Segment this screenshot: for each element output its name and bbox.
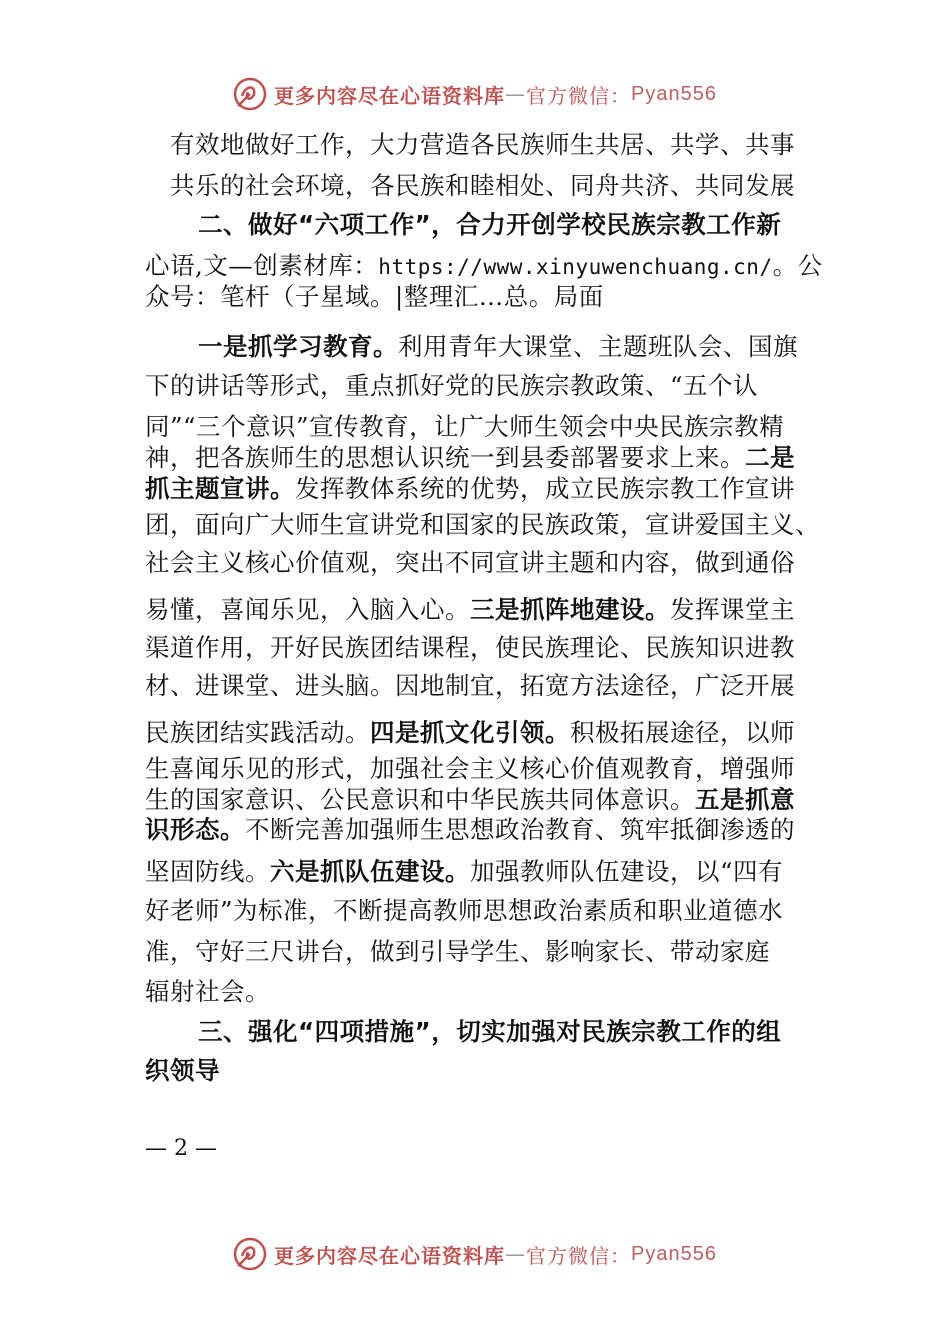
body-line: 抓主题宣讲。发挥教体系统的优势，成立民族宗教工作宣讲	[145, 474, 795, 503]
body-line: 众号：笔杆（子星域。|整理汇…总。局面	[145, 282, 604, 311]
item-2-title-end: 抓主题宣讲。	[145, 474, 295, 503]
item-5-title-start: 五是抓意	[695, 785, 795, 814]
banner-brand: 更多内容尽在心语资料库	[274, 83, 505, 108]
body-line: 识形态。不断完善加强师生思想政治教育、筑牢抵御渗透的	[145, 815, 795, 844]
body-line: 心语,文—创素材库：https://www.xinyuwenchuang.cn/。公	[145, 251, 823, 280]
banner-wechat-label: 官方微信：	[526, 1243, 631, 1268]
item-1-title: 一是抓学习教育。	[198, 332, 398, 361]
body-line: 坚固防线。六是抓队伍建设。加强教师队伍建设，以“四有	[145, 857, 784, 886]
section-heading-3-cont: 织领导	[145, 1056, 220, 1085]
body-line: 生的国家意识、公民意识和中华民族共同体意识。五是抓意	[145, 785, 795, 814]
site-url: https://www.xinyuwenchuang.cn/	[378, 255, 773, 279]
item-4-title: 四是抓文化引领。	[370, 718, 570, 747]
section-heading-3: 三、强化“四项措施”，切实加强对民族宗教工作的组	[198, 1017, 782, 1046]
body-line: 渠道作用，开好民族团结课程，使民族理论、民族知识进教	[145, 633, 795, 662]
body-line: 好老师”为标准，不断提高教师思想政治素质和职业道德水	[145, 896, 784, 925]
body-line: 有效地做好工作，大力营造各民族师生共居、共学、共事	[170, 130, 795, 159]
item-6-title: 六是抓队伍建设。	[270, 857, 470, 886]
body-line: 下的讲话等形式，重点抓好党的民族宗教政策、“五个认	[145, 371, 759, 400]
body-line: 材、进课堂、进头脑。因地制宜，拓宽方法途径，广泛开展	[145, 671, 795, 700]
item-2-title-start: 二是	[745, 443, 795, 472]
item-3-title: 三是抓阵地建设。	[470, 595, 670, 624]
body-line: 神，把各族师生的思想认识统一到县委部署要求上来。二是	[145, 443, 795, 472]
body-line: 同”“三个意识”宣传教育，让广大师生领会中央民族宗教精	[145, 412, 785, 441]
body-line: 生喜闻乐见的形式，加强社会主义核心价值观教育，增强师	[145, 754, 795, 783]
rose-logo-icon	[230, 1234, 270, 1274]
watermark-banner-bottom	[230, 1232, 717, 1276]
body-line: 社会主义核心价值观，突出不同宣讲主题和内容，做到通俗	[145, 548, 795, 577]
banner-brand: 更多内容尽在心语资料库	[274, 1243, 505, 1268]
watermark-banner-top	[230, 72, 717, 116]
page-number: — 2 —	[145, 1136, 217, 1161]
body-line: 易懂，喜闻乐见，入脑入心。三是抓阵地建设。发挥课堂主	[145, 595, 795, 624]
item-5-title-end: 识形态。	[145, 815, 245, 844]
body-line: 民族团结实践活动。四是抓文化引领。积极拓展途径，以师	[145, 718, 795, 747]
body-line: 一是抓学习教育。利用青年大课堂、主题班队会、国旗	[198, 332, 798, 361]
banner-dash: —	[505, 1242, 526, 1266]
rose-logo-icon	[230, 74, 270, 114]
body-line: 准，守好三尺讲台，做到引导学生、影响家长、带动家庭	[145, 937, 770, 966]
body-line: 团，面向广大师生宣讲党和国家的民族政策，宣讲爱国主义、	[145, 510, 820, 539]
banner-wechat-label: 官方微信：	[526, 83, 631, 108]
body-line: 辐射社会。	[145, 977, 270, 1006]
section-heading-2: 二、做好“六项工作”，合力开创学校民族宗教工作新	[198, 210, 782, 239]
banner-dash: —	[505, 82, 526, 106]
banner-wechat-id: Pyan556	[631, 1242, 717, 1265]
banner-wechat-id: Pyan556	[631, 82, 717, 105]
body-line: 共乐的社会环境，各民族和睦相处、同舟共济、共同发展	[170, 171, 795, 200]
